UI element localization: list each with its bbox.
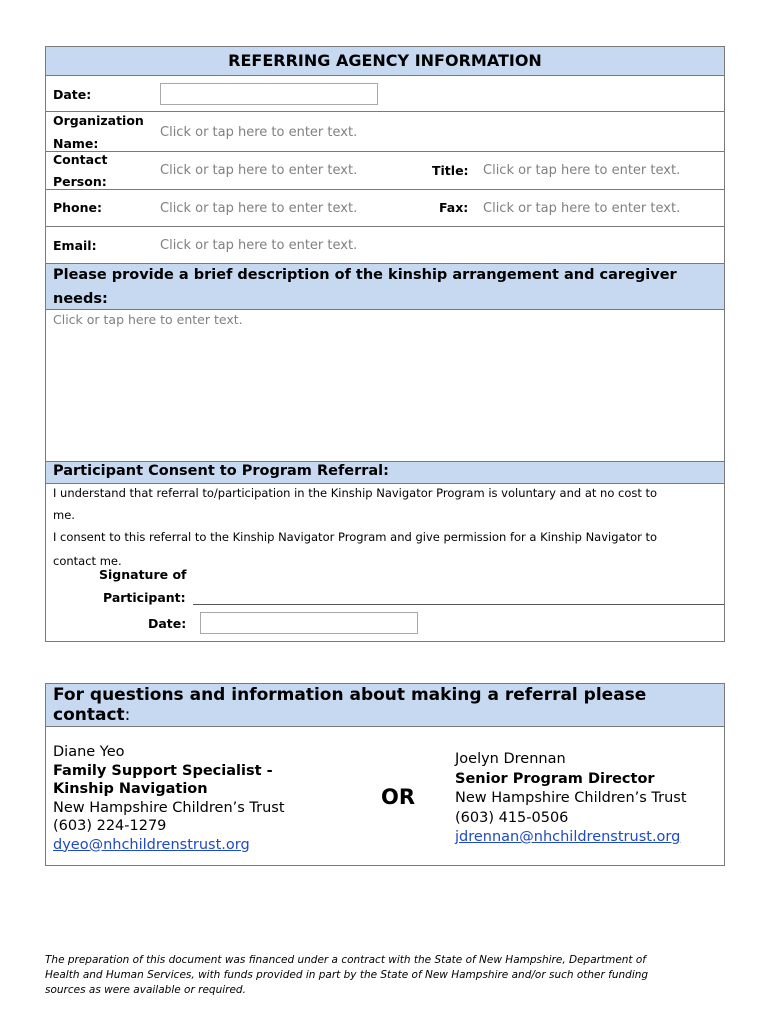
email-input[interactable]: Click or tap here to enter text.	[160, 238, 358, 253]
or-separator: OR	[381, 785, 416, 809]
signature-label: Signature of	[99, 567, 187, 582]
contact-left-phone: (603) 224-1279	[53, 818, 167, 834]
contact-heading-word: contact	[53, 705, 125, 725]
contact-label-2: Person:	[53, 174, 107, 189]
contact-left-email-link[interactable]: dyeo@nhchildrenstrust.org	[53, 836, 250, 853]
consent-date-field[interactable]	[200, 612, 418, 634]
signature-label-2: Participant:	[103, 590, 186, 605]
description-heading: Please provide a brief description of the kinship arrangement and caregiver	[53, 267, 677, 283]
fax-input[interactable]: Click or tap here to enter text.	[483, 201, 681, 216]
footer-line-3: sources as were available or required.	[45, 984, 246, 996]
email-label: Email:	[53, 238, 97, 253]
contact-heading-colon: :	[124, 705, 131, 725]
contact-right-org: New Hampshire Children’s Trust	[455, 790, 687, 806]
date-field[interactable]	[160, 83, 378, 105]
referring-agency-title: REFERRING AGENCY INFORMATION	[228, 51, 542, 70]
contact-right-title: Senior Program Director	[455, 770, 655, 787]
contact-heading-2	[53, 705, 130, 725]
signature-line[interactable]	[193, 604, 724, 605]
contact-left-title: Family Support Specialist -	[53, 762, 273, 779]
contact-label: Contact	[53, 152, 108, 167]
contact-left-title-2: Kinship Navigation	[53, 781, 208, 797]
title-label: Title:	[432, 163, 469, 178]
consent-text-1: I understand that referral to/participation in the Kinship Navigator Program is voluntary and at no cost to	[53, 486, 658, 500]
title-input[interactable]: Click or tap here to enter text.	[483, 163, 681, 178]
organization-label-2: Name:	[53, 136, 99, 151]
description-heading-2: needs:	[53, 291, 108, 307]
footer-note	[45, 953, 648, 998]
consent-heading: Participant Consent to Program Referral:	[53, 463, 389, 479]
contact-right-name: Joelyn Drennan	[455, 751, 566, 767]
organization-label: Organization	[53, 113, 144, 128]
contact-right-phone: (603) 415-0506	[455, 809, 569, 826]
contact-right-email-link[interactable]: jdrennan@nhchildrenstrust.org	[455, 829, 681, 845]
contact-heading: For questions and information about making a referral please	[53, 685, 647, 705]
description-input[interactable]: Click or tap here to enter text.	[53, 312, 243, 327]
consent-text-4: contact me.	[53, 554, 122, 568]
contact-header	[46, 684, 724, 727]
consent-date-label: Date:	[148, 616, 187, 631]
referring-agency-header	[46, 47, 724, 76]
contact-person-input[interactable]: Click or tap here to enter text.	[160, 163, 358, 178]
consent-text-2: me.	[53, 508, 75, 522]
phone-input[interactable]: Click or tap here to enter text.	[160, 201, 358, 216]
consent-header	[46, 461, 724, 484]
contact-right	[455, 750, 687, 848]
consent-text-3: I consent to this referral to the Kinship Navigator Program and give permission for a Kinship Navigator to	[53, 530, 658, 544]
organization-name-input[interactable]: Click or tap here to enter text.	[160, 125, 358, 140]
contact-table	[45, 683, 725, 866]
footer-line-1: The preparation of this document was financed under a contract with the State of New Hampshire, Department of	[45, 954, 647, 966]
referring-agency-table	[45, 46, 725, 642]
phone-label: Phone:	[53, 200, 103, 215]
fax-label: Fax:	[439, 200, 469, 215]
date-label: Date:	[53, 87, 92, 102]
contact-left-name: Diane Yeo	[53, 744, 125, 760]
contact-left	[53, 743, 285, 854]
contact-left-org: New Hampshire Children’s Trust	[53, 799, 285, 816]
description-header	[46, 263, 724, 310]
footer-line-2: Health and Human Services, with funds provided in part by the State of New Hampshire and/or such other funding	[45, 969, 649, 981]
